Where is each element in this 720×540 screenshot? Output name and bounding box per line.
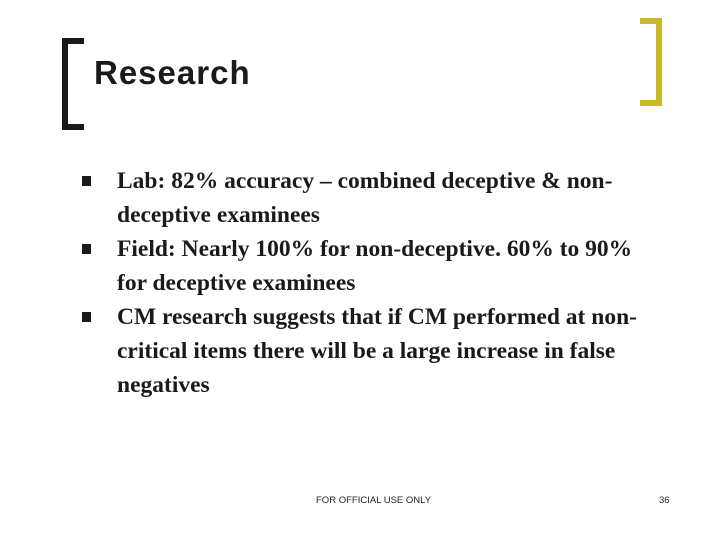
square-bullet-icon	[82, 312, 91, 322]
bullet-item	[82, 164, 642, 232]
bullet-text: Lab: 82% accuracy – combined deceptive & non-deceptive examinees	[117, 168, 613, 228]
bullet-text: Field: Nearly 100% for non-deceptive. 60% to 90% for deceptive examinees	[117, 236, 633, 296]
left-bracket-decoration	[62, 38, 84, 130]
square-bullet-icon	[82, 244, 91, 254]
bullet-item	[82, 300, 642, 402]
bullet-text: CM research suggests that if CM performed at non-critical items there will be a large increase in false negatives	[117, 304, 637, 398]
bullet-item	[82, 232, 642, 300]
square-bullet-icon	[82, 176, 91, 186]
slide-title: Research	[94, 54, 251, 91]
page-number: 36	[659, 495, 670, 506]
right-bracket-decoration	[640, 18, 662, 106]
footer-classification: FOR OFFICIAL USE ONLY	[316, 495, 432, 506]
bullet-list	[82, 164, 642, 402]
